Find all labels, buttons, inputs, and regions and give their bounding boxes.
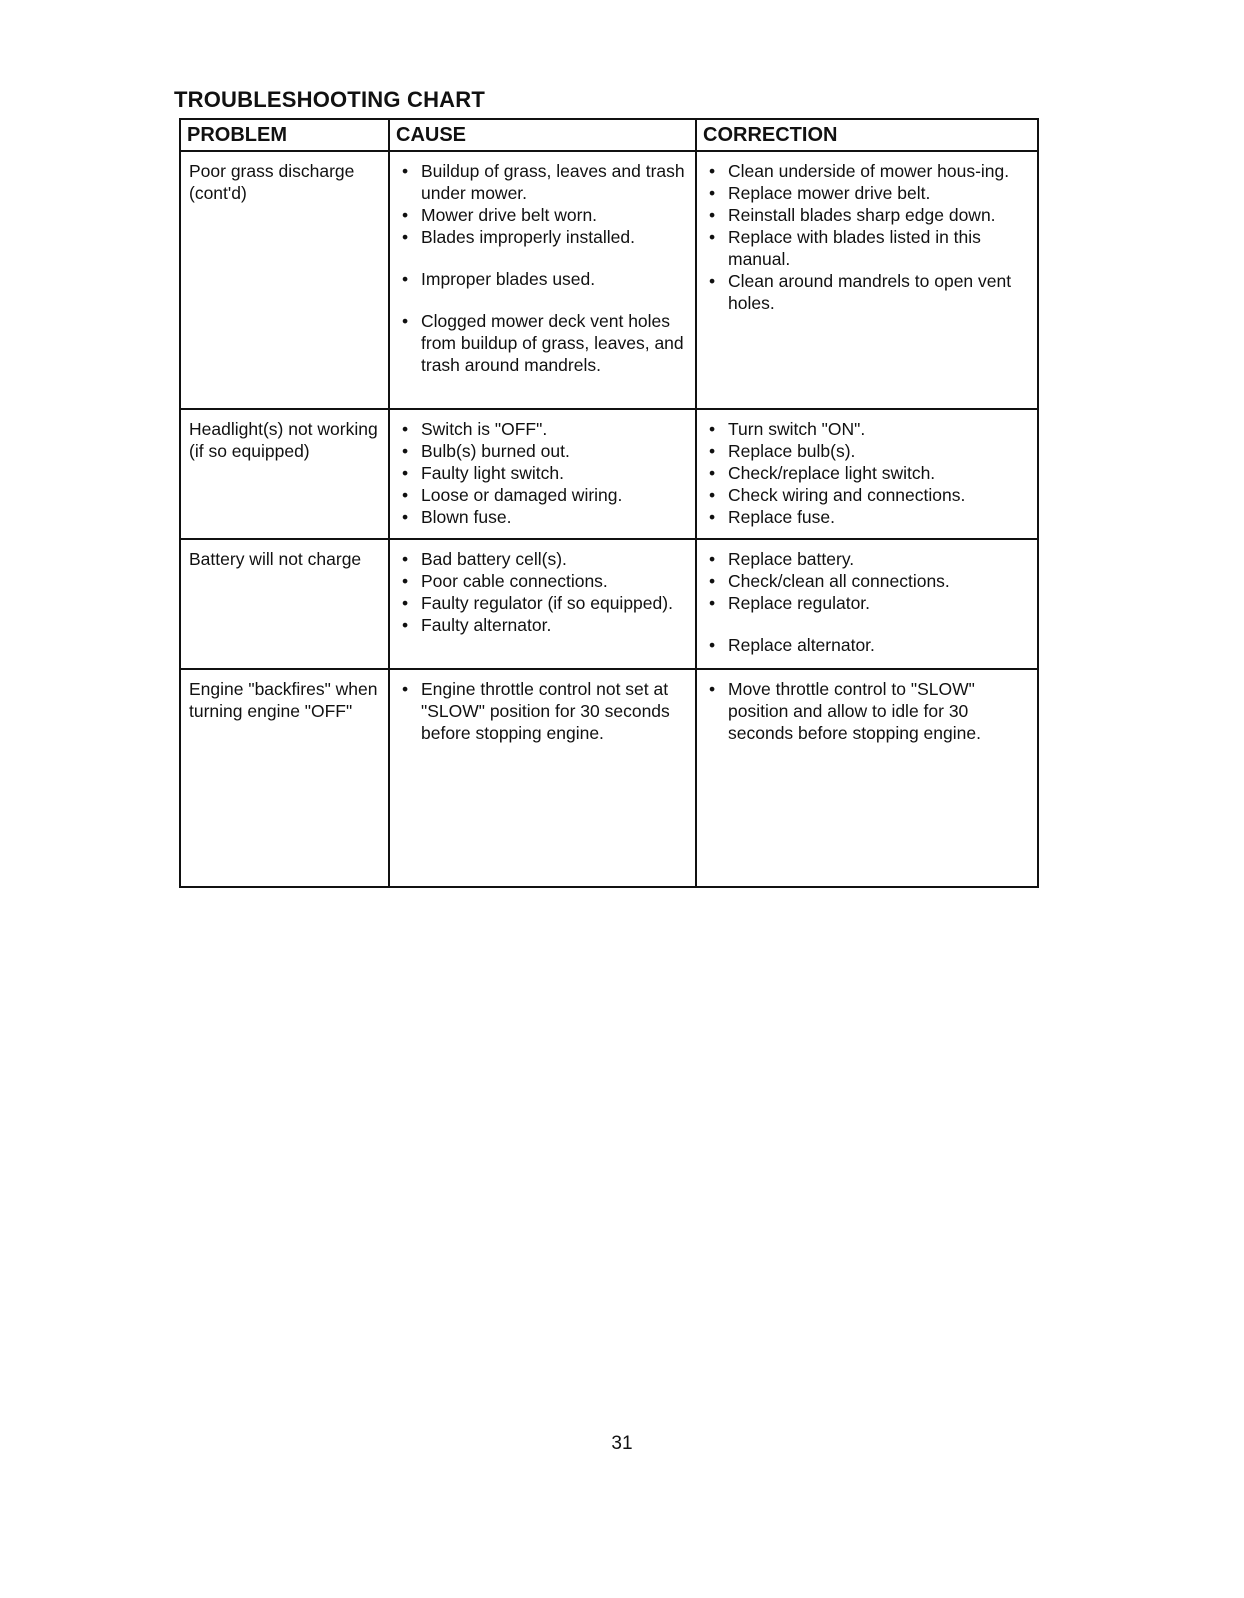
header-correction: CORRECTION <box>696 119 1038 151</box>
cause-item: • Bad battery cell(s). <box>398 548 687 570</box>
table-row <box>180 669 1038 887</box>
correction-item: • Replace battery. <box>705 548 1029 570</box>
cause-cell <box>389 409 696 539</box>
page-number: 31 <box>611 1433 633 1454</box>
correction-item: • Reinstall blades sharp edge down. <box>705 204 1029 226</box>
cause-cell <box>389 539 696 669</box>
table-row <box>180 409 1038 539</box>
table-row <box>180 151 1038 409</box>
correction-item: • Check wiring and connections. <box>705 484 1029 506</box>
problem-cell: Headlight(s) not working (if so equipped) <box>180 409 389 539</box>
cause-list <box>398 418 687 528</box>
cause-item: • Engine throttle control not set at "SLOW" position for 30 seconds before stopping engine. <box>398 678 687 744</box>
correction-list <box>705 418 1029 528</box>
cause-item: • Buildup of grass, leaves and trash under mower. <box>398 160 687 204</box>
cause-list <box>398 160 687 376</box>
cause-item: • Clogged mower deck vent holes from buildup of grass, leaves, and trash around mandrels. <box>398 310 687 376</box>
cause-item: • Faulty regulator (if so equipped). <box>398 592 687 614</box>
cause-item: • Faulty alternator. <box>398 614 687 636</box>
correction-cell <box>696 151 1038 409</box>
cause-list <box>398 548 687 636</box>
correction-cell <box>696 409 1038 539</box>
cause-item: • Bulb(s) burned out. <box>398 440 687 462</box>
cause-item: • Blades improperly installed. <box>398 226 687 248</box>
correction-item: • Replace regulator. <box>705 592 1029 614</box>
cause-item: • Poor cable connections. <box>398 570 687 592</box>
cause-cell <box>389 669 696 887</box>
problem-cell: Battery will not charge <box>180 539 389 669</box>
correction-item: • Check/clean all connections. <box>705 570 1029 592</box>
correction-item: • Replace alternator. <box>705 634 1029 656</box>
cause-item: • Faulty light switch. <box>398 462 687 484</box>
header-row <box>180 119 1038 151</box>
correction-item: • Check/replace light switch. <box>705 462 1029 484</box>
cause-item: • Blown fuse. <box>398 506 687 528</box>
correction-item: • Replace mower drive belt. <box>705 182 1029 204</box>
correction-item: • Clean underside of mower hous-ing. <box>705 160 1029 182</box>
troubleshooting-table <box>179 118 1039 888</box>
problem-cell: Engine "backfires" when turning engine "OFF" <box>180 669 389 887</box>
chart-title: TROUBLESHOOTING CHART <box>174 87 485 112</box>
header-cause: CAUSE <box>389 119 696 151</box>
cause-cell <box>389 151 696 409</box>
correction-cell <box>696 669 1038 887</box>
correction-item: • Replace with blades listed in this manual. <box>705 226 1029 270</box>
correction-cell <box>696 539 1038 669</box>
cause-item: • Loose or damaged wiring. <box>398 484 687 506</box>
cause-item: • Mower drive belt worn. <box>398 204 687 226</box>
table-row <box>180 539 1038 669</box>
cause-list <box>398 678 687 744</box>
correction-item: • Replace bulb(s). <box>705 440 1029 462</box>
problem-cell: Poor grass discharge (cont'd) <box>180 151 389 409</box>
correction-item: • Turn switch "ON". <box>705 418 1029 440</box>
cause-item: • Switch is "OFF". <box>398 418 687 440</box>
correction-list <box>705 678 1029 744</box>
correction-item: • Clean around mandrels to open vent holes. <box>705 270 1029 314</box>
correction-item: • Replace fuse. <box>705 506 1029 528</box>
correction-list <box>705 548 1029 656</box>
correction-list <box>705 160 1029 314</box>
header-problem: PROBLEM <box>180 119 389 151</box>
correction-item: • Move throttle control to "SLOW" position and allow to idle for 30 seconds before stopping engine. <box>705 678 1029 744</box>
cause-item: • Improper blades used. <box>398 268 687 290</box>
